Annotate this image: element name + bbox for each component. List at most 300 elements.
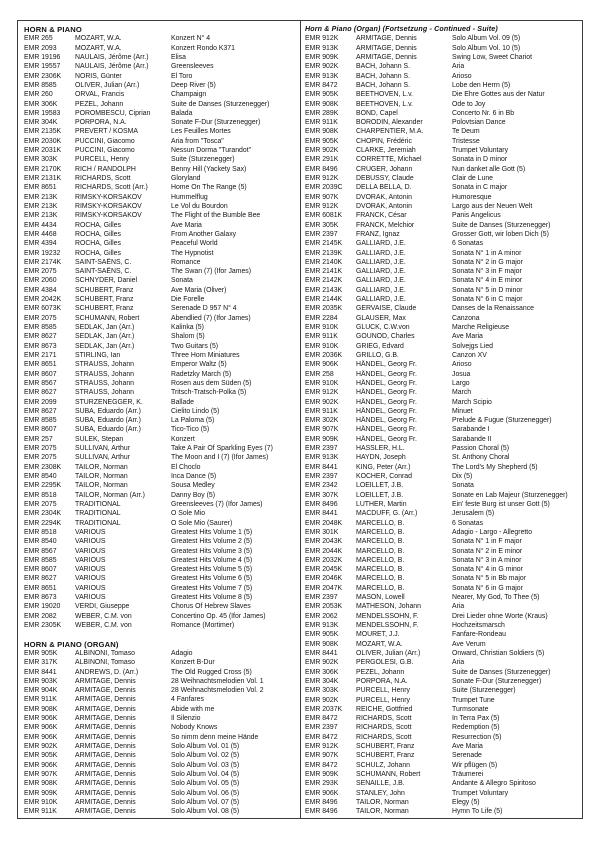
emr-code: EMR 2140K [305,258,343,266]
catalog-row [305,202,580,211]
title: Suite de Danses (Sturzenegger) [452,221,551,229]
catalog-row [305,751,580,760]
composer: SULLIVAN, Arthur [75,445,131,453]
title: Romance (Mortimer) [171,622,235,629]
title: Minuet [452,407,473,415]
composer: MARCELLO, B. [356,538,405,546]
composer: MOZART, W.A. [356,640,403,648]
composer: DEBUSSY, Claude [356,175,414,182]
emr-code: EMR 302K [305,417,339,425]
title: Ode to Joy [452,100,486,108]
composer: VARIOUS [75,575,106,583]
emr-code: EMR 2174K [24,258,62,266]
catalog-row [24,547,298,556]
title: Ave Maria [452,333,483,341]
composer: BORODIN, Alexander [356,119,423,127]
catalog-row [24,379,298,388]
emr-code: EMR 2082 [24,612,57,620]
emr-code: EMR 8651 [24,584,57,592]
title: Greatest Hits Volume 3 (5) [171,547,253,555]
catalog-row [305,398,580,407]
title: Abide with me [171,705,215,713]
emr-code: EMR 910K [305,342,339,350]
emr-code: EMR 909K [305,53,339,61]
title: Take A Pair Of Sparkling Eyes (7) [171,445,273,453]
catalog-row [24,90,298,99]
title: 4 Fanfares [171,696,204,704]
composer: HÄNDEL, Georg Fr. [356,407,417,415]
catalog-row [24,584,298,593]
catalog-row [305,34,580,43]
title: Konzert Rondo K371 [171,44,235,52]
composer: BEETHOVEN, L.v. [356,100,413,108]
composer: MENDELSSOHN, F. [356,622,419,629]
catalog-row [305,453,580,462]
catalog-row [305,463,580,472]
composer: MATHESON, Johann [356,603,421,611]
emr-code: EMR 905K [305,631,339,639]
composer: PERGOLESI, G.B. [356,659,414,667]
title: Dix (5) [452,473,473,480]
title: Radetzky March (5) [171,370,232,378]
emr-code: EMR 2295K [24,482,62,490]
emr-code: EMR 304K [305,677,339,685]
emr-code: EMR 19232 [24,249,61,257]
emr-code: EMR 2036K [305,351,343,359]
composer: GALLIARD, J.E. [356,277,406,285]
title: Passion Choral (5) [452,445,510,453]
catalog-row [24,407,298,416]
title: Greensleeves [171,63,214,71]
composer: ALBINONI, Tomaso [75,649,135,657]
composer: MOZART, W.A. [75,44,122,52]
emr-code: EMR 304K [24,119,58,127]
emr-code: EMR 2294K [24,519,62,527]
title: Danses de la Renaissance [452,305,534,313]
emr-code: EMR 8518 [24,528,57,536]
title: Solo Album Vol. 02 (5) [171,752,240,760]
composer: ARMITAGE, Dennis [75,677,136,685]
composer: SEDLAK, Jan (Arr.) [75,342,135,350]
composer: PURCELL, Henry [356,687,410,695]
catalog-row [24,677,298,686]
composer: CRÜGER, Johann [356,165,413,173]
title: Sonata N° 3 in A minor [452,556,522,564]
composer: VARIOUS [75,594,106,602]
title: 6 Sonatas [452,240,484,248]
catalog-row [24,193,298,202]
composer: MACDUFF, G. (Arr.) [356,510,418,518]
composer: STANLEY, John [356,789,405,797]
catalog-row [24,137,298,146]
emr-code: EMR 2397 [305,473,338,480]
title: Grosser Gott, wir loben Dich (5) [452,230,549,238]
emr-code: EMR 906K [305,789,339,797]
emr-code: EMR 8496 [305,808,338,816]
emr-code: EMR 8585 [24,417,57,425]
catalog-row [305,807,580,816]
catalog-row [24,519,298,528]
title: Ave Maria (Oliver) [171,286,227,294]
title: Solo Album Vol. 01 (5) [171,743,240,751]
title: Sonata in D minor [452,156,508,164]
emr-code: EMR 8585 [24,324,57,331]
title: Trumpet Voluntary [452,147,509,155]
catalog-row [305,407,580,416]
composer: RICHARDS, Scott [356,733,412,741]
emr-code: EMR 2308K [24,463,62,471]
emr-code: EMR 906K [24,724,58,732]
emr-code: EMR 908K [305,128,339,136]
title: Nun danket alle Gott (5) [452,165,526,173]
composer: TAILOR, Norman [75,463,128,471]
title: Greatest Hits Volume 2 (5) [171,538,253,546]
composer: SCHUMANN, Robert [356,771,421,778]
catalog-row [305,705,580,714]
catalog-row [305,686,580,695]
emr-code: EMR 8585 [24,556,57,564]
emr-code: EMR 2131K [24,175,62,182]
catalog-row [305,677,580,686]
title: Solo Album Vol. 07 (5) [171,798,240,806]
emr-code: EMR 2039C [305,184,343,192]
catalog-row [24,500,298,509]
emr-code: EMR 260 [24,91,53,99]
title: Sonata N° 5 in D minor [452,286,523,294]
title: Balada [171,109,193,117]
emr-code: EMR 19020 [24,603,61,611]
emr-code: EMR 265 [24,35,53,43]
catalog-row [305,519,580,528]
catalog-row [305,72,580,81]
catalog-row [24,81,298,90]
left-column [18,21,300,818]
emr-code: EMR 909K [24,789,58,797]
title: Deep River (5) [171,81,216,89]
title: Emperor Waltz (5) [171,361,227,369]
composer: MARCELLO, B. [356,519,405,527]
catalog-row [24,155,298,164]
title: Polovtsian Dance [452,119,506,127]
composer: PORPORA, N.A. [75,119,127,127]
catalog-row [24,453,298,462]
composer: SAINT-SAËNS, C. [75,258,132,266]
catalog-row [24,304,298,313]
emr-code: EMR 2144K [305,296,343,304]
title: Nessun Dorma "Turandot" [171,147,252,155]
emr-code: EMR 2304K [24,510,62,518]
emr-code: EMR 908K [305,640,339,648]
catalog-row [24,649,298,658]
title: Arioso [452,361,472,369]
emr-code: EMR 2171 [24,351,57,359]
catalog-row [305,491,580,500]
emr-code: EMR 19583 [24,109,61,117]
composer: GALLIARD, J.E. [356,268,406,276]
emr-code: EMR 2075 [24,268,57,276]
composer: VARIOUS [75,538,106,546]
catalog-row [24,332,298,341]
title: So nimm denn meine Hände [171,733,259,741]
right-column [300,21,582,818]
catalog-row [305,761,580,770]
title: Ave Verum [452,640,486,648]
catalog-row [305,509,580,518]
composer: MARCELLO, B. [356,584,405,592]
emr-code: EMR 906K [305,361,339,369]
catalog-row [24,342,298,351]
catalog-row [305,742,580,751]
catalog-row [24,435,298,444]
catalog-row [24,276,298,285]
emr-code: EMR 8496 [305,798,338,806]
title: Greatest Hits Volume 1 (5) [171,528,253,536]
emr-code: EMR 2048K [305,519,343,527]
title: Concerto Nr. 6 in Bb [452,109,515,117]
emr-code: EMR 6081K [305,212,343,220]
title: Two Guitars (5) [171,342,219,350]
catalog-row [24,593,298,602]
emr-code: EMR 2045K [305,566,343,574]
catalog-row [24,556,298,565]
emr-code: EMR 2305K [24,622,62,629]
title: Tritsch-Tratsch-Polka (5) [171,389,247,397]
emr-code: EMR 2284 [305,314,338,322]
title: Aria [452,659,465,667]
title: Panis Angelicus [452,212,501,220]
composer: ARMITAGE, Dennis [75,808,136,816]
composer: HÄNDEL, Georg Fr. [356,389,417,397]
composer: LUTHER, Martin [356,500,407,508]
catalog-row [24,109,298,118]
catalog-row [24,770,298,779]
composer: RICH / RANDOLPH [75,165,136,173]
emr-code: EMR 913K [305,454,339,462]
catalog-row [305,574,580,583]
title: Suite (Sturzenegger) [452,687,516,695]
composer: GALLIARD, J.E. [356,240,406,248]
catalog-page [17,20,583,819]
catalog-row [305,658,580,667]
emr-code: EMR 910K [305,324,339,331]
composer: STRAUSS, Johann [75,379,134,387]
catalog-row [24,314,298,323]
catalog-row [305,276,580,285]
catalog-row [305,314,580,323]
catalog-row [24,565,298,574]
title: Solo Album Vol. 08 (5) [171,808,240,816]
emr-code: EMR 8651 [24,184,57,192]
catalog-row [24,537,298,546]
title: O Sole Mio [171,510,206,518]
composer: TAILOR, Norman (Arr.) [75,491,145,499]
composer: SCHUBERT, Franz [75,296,134,304]
catalog-row [24,72,298,81]
composer: BACH, Johann S. [356,81,411,89]
composer: DVORAK, Antonin [356,193,412,201]
composer: STURZENEGGER, K. [75,398,143,406]
composer: GALLIARD, J.E. [356,258,406,266]
title: The Old Rugged Cross (5) [171,668,252,676]
composer: MOURET, J.J. [356,631,400,639]
composer: TAILOR, Norman [75,473,128,480]
catalog-row [305,696,580,705]
composer: ARMITAGE, Dennis [75,770,136,778]
composer: ROCHA, Gilles [75,221,121,229]
composer: GALLIARD, J.E. [356,296,406,304]
title: Romance [171,258,201,266]
composer: DVORAK, Antonin [356,202,412,210]
catalog-row [305,425,580,434]
title: Sonate en Lab Majeur (Sturzenegger) [452,491,568,499]
title: Serenade [452,752,482,760]
composer: MENDELSSOHN, F. [356,612,419,620]
emr-code: EMR 257 [24,435,53,443]
composer: PREVERT / KOSMA [75,128,138,136]
catalog-row [305,100,580,109]
title: Greatest Hits Volume 8 (5) [171,594,253,602]
emr-code: EMR 8540 [24,473,57,480]
composer: HAYDN, Joseph [356,454,406,462]
emr-code: EMR 8567 [24,379,57,387]
catalog-row [305,267,580,276]
emr-code: EMR 906K [24,761,58,769]
title: Redemption (5) [452,724,500,732]
catalog-row [24,323,298,332]
composer: OLIVER, Julian (Arr.) [75,81,140,89]
title: Die Ehre Gottes aus der Natur [452,91,545,99]
title: Trumpet Voluntary [452,789,509,797]
composer: ARMITAGE, Dennis [75,687,136,695]
composer: CHOPIN, Frédéric [356,137,412,145]
catalog-row [24,295,298,304]
section-header: HORN & PIANO [24,25,82,34]
emr-code: EMR 4468 [24,230,57,238]
emr-code: EMR 2139K [305,249,343,257]
emr-code: EMR 2030K [24,137,62,145]
emr-code: EMR 4434 [24,221,57,229]
emr-code: EMR 8651 [24,361,57,369]
composer: GLUCK, C.W.von [356,324,410,331]
composer: MARCELLO, B. [356,575,405,583]
catalog-row [24,398,298,407]
emr-code: EMR 908K [24,705,58,713]
composer: SCHUMANN, Robert [75,314,140,322]
title: Kalinka (5) [171,324,204,331]
catalog-row [305,370,580,379]
emr-code: EMR 8627 [24,333,57,341]
emr-code: EMR 303K [24,156,58,164]
emr-code: EMR 907K [24,770,58,778]
catalog-row [24,211,298,220]
composer: HÄNDEL, Georg Fr. [356,370,417,378]
composer: ARMITAGE, Dennis [75,798,136,806]
title: Jerusalem (5) [452,510,495,518]
composer: ROCHA, Gilles [75,249,121,257]
catalog-row [24,695,298,704]
emr-code: EMR 912K [305,743,339,751]
emr-code: EMR 8673 [24,342,57,350]
composer: SENAILLE, J.B. [356,780,405,788]
composer: RICHARDS, Scott [75,175,131,182]
catalog-row [305,146,580,155]
title: Te Deum [452,128,480,136]
emr-code: EMR 8567 [24,547,57,555]
emr-code: EMR 305K [305,221,339,229]
composer: HÄNDEL, Georg Fr. [356,398,417,406]
composer: RIMSKY-KORSAKOV [75,202,142,210]
emr-code: EMR 910K [24,798,58,806]
composer: RIMSKY-KORSAKOV [75,193,142,201]
title: Greatest Hits Volume 6 (5) [171,575,253,583]
composer: HÄNDEL, Georg Fr. [356,417,417,425]
title: Tico-Tico (5) [171,426,210,434]
title: Le Vol du Bourdon [171,202,228,210]
title: Hummelflug [171,193,208,201]
emr-code: EMR 19196 [24,53,61,61]
catalog-row [24,789,298,798]
catalog-row [305,472,580,481]
emr-code: EMR 905K [24,649,58,657]
catalog-row [305,332,580,341]
composer: HÄNDEL, Georg Fr. [356,379,417,387]
composer: SCHULZ, Johann [356,761,411,769]
composer: KOCHER, Conrad [356,473,412,480]
catalog-row [305,565,580,574]
composer: FRANCK, César [356,212,407,220]
composer: SAINT-SAËNS, C. [75,268,132,276]
title: Marche Religieuse [452,324,510,331]
title: The Swan (7) (Ifor James) [171,268,252,276]
composer: ARMITAGE, Dennis [356,35,417,43]
title: Elisa [171,53,186,61]
composer: STRAUSS, Johann [75,389,134,397]
composer: BOND, Capel [356,109,398,117]
title: Sonata N° 3 in F major [452,268,522,276]
catalog-row [305,81,580,90]
composer: VARIOUS [75,584,106,592]
catalog-row [24,416,298,425]
emr-code: EMR 905K [305,91,339,99]
catalog-row [305,174,580,183]
emr-code: EMR 905K [24,752,58,760]
emr-code: EMR 303K [305,687,339,695]
title: Champaign [171,91,207,99]
emr-code: EMR 213K [24,193,58,201]
title: Solvejgs Lied [452,342,493,350]
emr-code: EMR 8472 [305,733,338,741]
emr-code: EMR 911K [305,333,338,341]
catalog-row [305,109,580,118]
composer: RICHARDS, Scott (Arr.) [75,184,148,192]
emr-code: EMR 307K [305,491,339,499]
emr-code: EMR 2141K [305,268,343,276]
composer: SULEK, Stepan [75,435,124,443]
emr-code: EMR 2075 [24,314,57,322]
catalog-row [305,723,580,732]
title: Elegy (5) [452,798,480,806]
title: 28 Weihnachtsmelodien Vol. 1 [171,677,264,685]
catalog-row [24,602,298,611]
catalog-row [305,668,580,677]
composer: GOUNOD, Charles [356,333,415,341]
catalog-row [305,165,580,174]
composer: SEDLAK, Jan (Arr.) [75,324,135,331]
emr-code: EMR 908K [305,100,339,108]
catalog-row [24,34,298,43]
composer: SCHUBERT, Franz [356,743,415,751]
composer: GLAUSER, Max [356,314,406,322]
